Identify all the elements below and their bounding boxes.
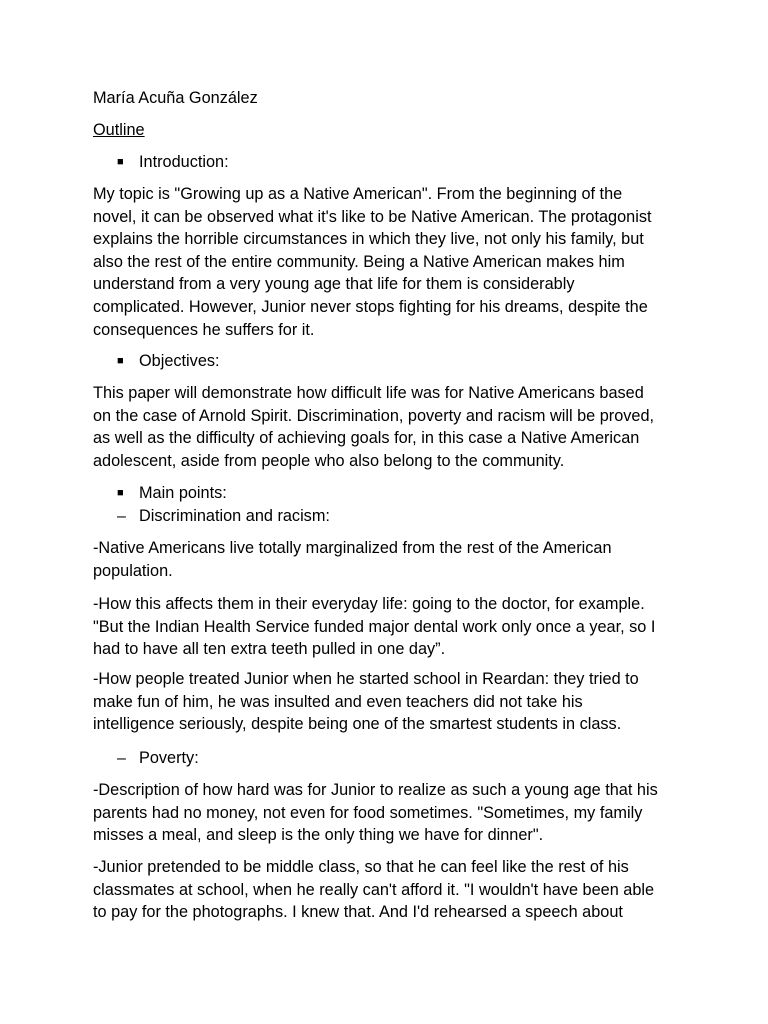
- paragraph-line: My topic is "Growing up as a Native American". From the beginning of the: [93, 185, 623, 203]
- introduction-paragraph: [93, 183, 683, 341]
- paragraph-line: understand from a very young age that life for them is considerably: [93, 275, 575, 294]
- paragraph-line: to pay for the photographs. I knew that. And I'd rehearsed a speech about: [93, 903, 623, 922]
- poverty-paragraph-2: [93, 856, 683, 924]
- paragraph-line: complicated. However, Junior never stops fighting for his dreams, despite the: [93, 297, 648, 316]
- square-bullet-icon: ■: [117, 355, 124, 367]
- paragraph-line: -How people treated Junior when he started school in Reardan: they tried to: [93, 670, 639, 688]
- paragraph-line: -Description of how hard was for Junior to realize as such a young age that his: [93, 781, 658, 799]
- square-bullet-icon: ■: [117, 487, 124, 499]
- discrimination-paragraph-1: [93, 537, 683, 582]
- paragraph-line: novel, it can be observed what it's like to be Native American. The protagonist: [93, 207, 652, 226]
- paragraph-line: had to have all ten extra teeth pulled in one day”.: [93, 640, 446, 659]
- paragraph-line: "But the Indian Health Service funded major dental work only once a year, so I: [93, 617, 656, 636]
- dash-bullet-icon: –: [117, 508, 126, 525]
- paragraph-line: make fun of him, he was insulted and even teachers did not take his: [93, 692, 583, 711]
- document-page: [93, 0, 683, 1024]
- dash-discrimination: [117, 505, 330, 529]
- poverty-paragraph-1: [93, 779, 683, 847]
- paragraph-line: adolescent, aside from people who also belong to the community.: [93, 451, 565, 470]
- paragraph-line: -How this affects them in their everyday life: going to the doctor, for example.: [93, 595, 645, 613]
- paragraph-line: as well as the difficulty of achieving goals for, in this case a Native American: [93, 429, 640, 448]
- bullet-introduction: [117, 151, 229, 174]
- paragraph-line: on the case of Arnold Spirit. Discrimination, poverty and racism will be proved,: [93, 406, 655, 425]
- paragraph-line: explains the horrible circumstances in which they live, not only his family, but: [93, 230, 644, 249]
- discrimination-heading: Discrimination and racism:: [139, 507, 330, 525]
- objectives-paragraph: [93, 382, 683, 472]
- bullet-objectives: [117, 350, 220, 373]
- author-name: María Acuña González: [93, 89, 258, 107]
- outline-heading: Outline: [93, 121, 145, 139]
- poverty-heading: Poverty:: [139, 749, 199, 767]
- discrimination-paragraph-3: [93, 668, 683, 736]
- paragraph-line: This paper will demonstrate how difficult life was for Native Americans based: [93, 384, 644, 402]
- paragraph-line: -Junior pretended to be middle class, so that he can feel like the rest of his: [93, 858, 629, 876]
- introduction-heading: Introduction:: [139, 153, 229, 171]
- paragraph-line: population.: [93, 561, 173, 580]
- dash-poverty: [117, 747, 199, 771]
- objectives-heading: Objectives:: [139, 352, 220, 370]
- square-bullet-icon: ■: [117, 156, 124, 168]
- paragraph-line: intelligence seriously, despite being one of the smartest students in class.: [93, 715, 622, 734]
- dash-bullet-icon: –: [117, 750, 126, 767]
- main-points-heading: Main points:: [139, 484, 227, 502]
- paragraph-line: parents had no money, not even for food sometimes. "Sometimes, my family: [93, 803, 643, 822]
- paragraph-line: misses a meal, and sleep is the only thing we have for dinner".: [93, 826, 544, 845]
- paragraph-line: consequences he suffers for it.: [93, 320, 315, 339]
- paragraph-line: classmates at school, when he really can't afford it. "I wouldn't have been able: [93, 880, 655, 899]
- paragraph-line: -Native Americans live totally marginalized from the rest of the American: [93, 539, 612, 557]
- bullet-main-points: [117, 482, 227, 505]
- paragraph-line: also the rest of the entire community. Being a Native American makes him: [93, 252, 625, 271]
- discrimination-paragraph-2: [93, 593, 683, 661]
